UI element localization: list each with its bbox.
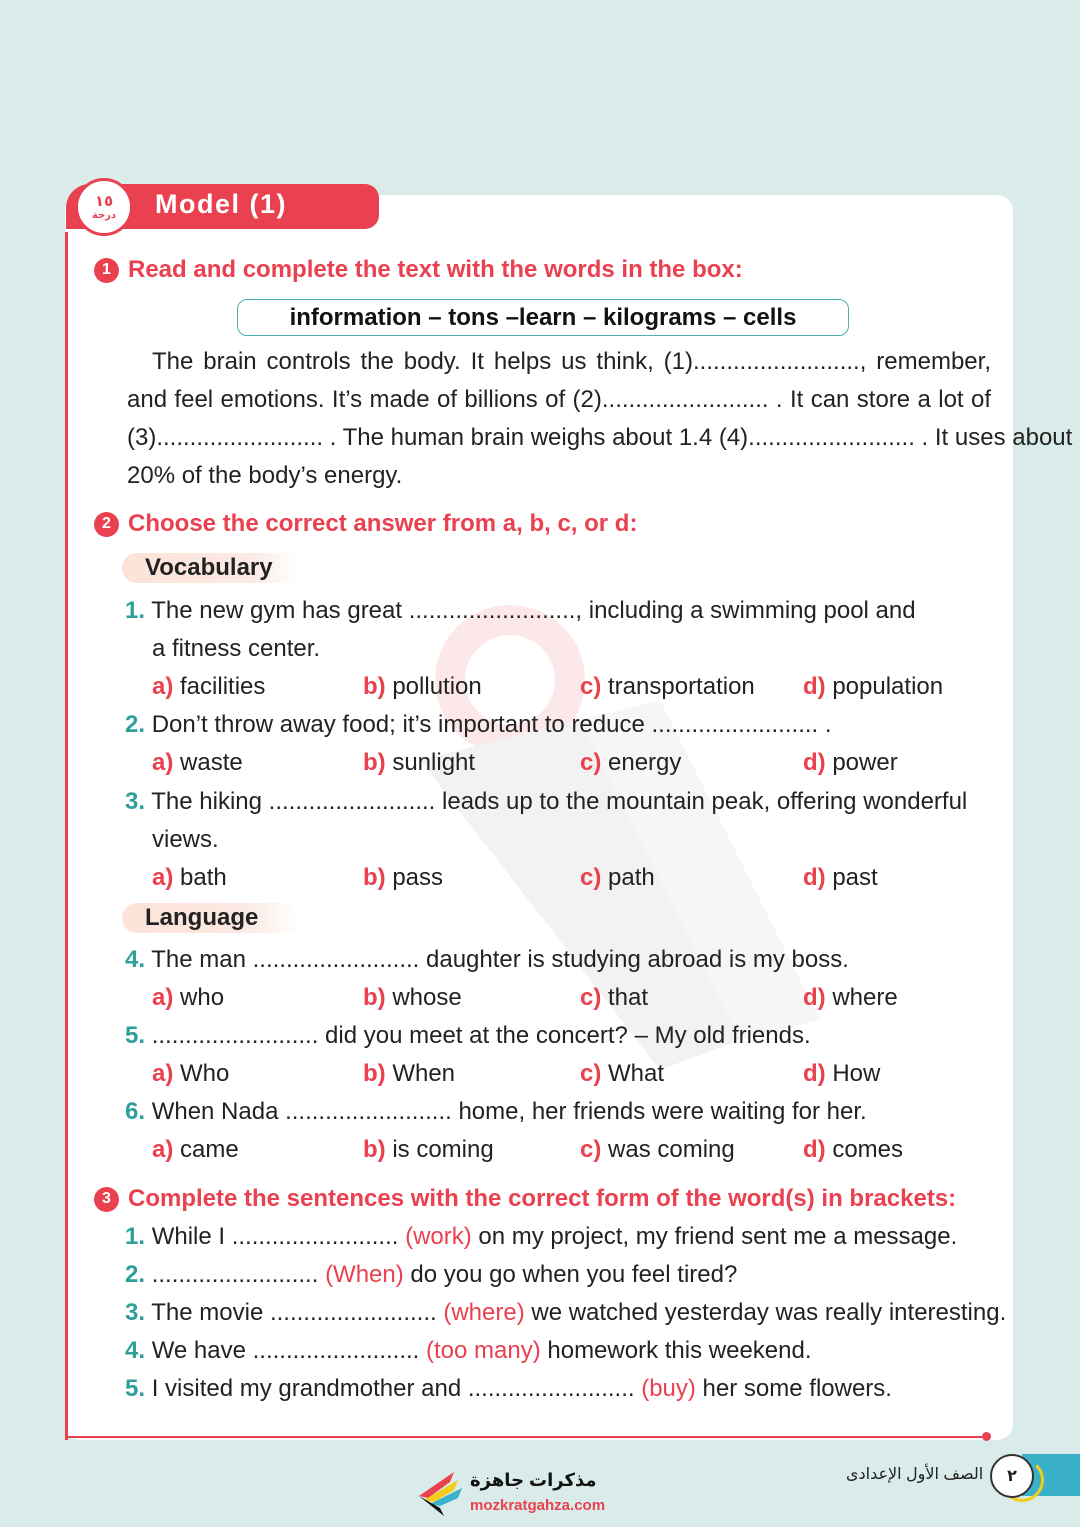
left-accent-rule	[65, 232, 68, 1440]
q1-text-line-3: (3)......................... . The human brain weighs about 1.4 (4)......................... . It uses about	[127, 424, 1073, 451]
q1-text-line-4: 20% of the body’s energy.	[127, 462, 403, 489]
question-3-number: 3	[94, 1187, 119, 1212]
option-text: transportation	[608, 673, 755, 700]
option-letter: a)	[152, 984, 174, 1011]
bottom-accent-dot	[982, 1432, 991, 1441]
q2-item-5-option-b[interactable]	[363, 1055, 455, 1093]
q3-item-1	[125, 1218, 957, 1256]
option-letter: c)	[580, 984, 602, 1011]
q2-item-text: ......................... did you meet at the concert? – My old friends.	[151, 1022, 811, 1049]
q2-item-2	[125, 706, 832, 744]
q3-item-number: 2.	[125, 1261, 146, 1288]
option-text: path	[608, 864, 655, 891]
option-letter: c)	[580, 1060, 602, 1087]
option-text: came	[180, 1136, 239, 1163]
option-letter: d)	[803, 1060, 826, 1087]
option-letter: d)	[803, 749, 826, 776]
q2-item-6-option-a[interactable]	[152, 1131, 239, 1169]
q2-item-text: Don’t throw away food; it’s important to reduce ......................... .	[151, 711, 832, 738]
q3-item-4	[125, 1332, 812, 1370]
q3-item-text-before: We have .........................	[151, 1337, 426, 1364]
option-letter: c)	[580, 1136, 602, 1163]
question-3-heading	[94, 1182, 956, 1216]
option-text: energy	[608, 749, 682, 776]
q2-item-text: The hiking ......................... leads up to the mountain peak, offering wonderful	[151, 788, 968, 815]
q2-item-2-option-d[interactable]	[803, 744, 898, 782]
option-text: that	[608, 984, 649, 1011]
option-letter: b)	[363, 984, 386, 1011]
option-text: waste	[180, 749, 243, 776]
page-number: ٢	[990, 1454, 1034, 1498]
q2-item-1-continued: a fitness center.	[152, 635, 321, 662]
q3-item-3	[125, 1294, 1006, 1332]
q2-item-number: 5.	[125, 1022, 146, 1049]
option-letter: b)	[363, 1060, 386, 1087]
language-label: Language	[145, 904, 259, 931]
q2-item-number: 6.	[125, 1098, 146, 1125]
q2-item-number: 3.	[125, 788, 146, 815]
option-letter: a)	[152, 673, 174, 700]
option-text: population	[832, 673, 944, 700]
q2-item-4-option-b[interactable]	[363, 979, 462, 1017]
option-text: whose	[392, 984, 462, 1011]
q3-item-bracket: (where)	[443, 1299, 525, 1326]
q3-item-5	[125, 1370, 892, 1408]
q2-item-3-option-c[interactable]	[580, 859, 655, 897]
option-text: How	[832, 1060, 881, 1087]
q2-item-2-option-a[interactable]	[152, 744, 243, 782]
option-text: bath	[180, 864, 227, 891]
brand-name-arabic: مذكرات جاهزة	[470, 1470, 597, 1490]
q3-item-number: 4.	[125, 1337, 146, 1364]
q2-item-1-option-c[interactable]	[580, 668, 755, 706]
q3-item-text-before: The movie .........................	[151, 1299, 444, 1326]
q2-item-5-option-a[interactable]	[152, 1055, 229, 1093]
q2-item-5-option-d[interactable]	[803, 1055, 880, 1093]
q2-item-5	[125, 1017, 811, 1055]
brand-logo-icon	[414, 1468, 474, 1518]
option-letter: a)	[152, 1060, 174, 1087]
option-letter: b)	[363, 673, 386, 700]
q3-item-text-after: on my project, my friend sent me a message.	[471, 1223, 958, 1250]
q3-item-bracket: (work)	[405, 1223, 472, 1250]
option-text: where	[832, 984, 898, 1011]
question-2-instruction: Choose the correct answer from a, b, c, or d:	[128, 510, 638, 537]
question-2-heading	[94, 507, 637, 541]
q2-item-3	[125, 783, 967, 821]
option-text: is coming	[392, 1136, 494, 1163]
q2-item-number: 1.	[125, 597, 146, 624]
q3-item-text-after: we watched yesterday was really interesting.	[524, 1299, 1007, 1326]
q2-item-2-option-c[interactable]	[580, 744, 681, 782]
q2-item-3-option-d[interactable]	[803, 859, 878, 897]
q2-item-2-option-b[interactable]	[363, 744, 475, 782]
q2-item-text: When Nada ......................... home, her friends were waiting for her.	[151, 1098, 867, 1125]
q2-item-1	[125, 592, 916, 630]
question-1-number: 1	[94, 258, 119, 283]
q1-text-line-2: and feel emotions. It’s made of billions of (2)......................... . It can store a lot of	[127, 386, 991, 413]
option-letter: a)	[152, 1136, 174, 1163]
q2-item-3-option-a[interactable]	[152, 859, 227, 897]
q3-item-text-before: .........................	[151, 1261, 326, 1288]
option-letter: a)	[152, 749, 174, 776]
option-text: power	[832, 749, 898, 776]
q3-item-number: 3.	[125, 1299, 146, 1326]
vocabulary-label: Vocabulary	[145, 554, 273, 581]
q2-item-5-option-c[interactable]	[580, 1055, 664, 1093]
q3-item-text-after: homework this weekend.	[540, 1337, 812, 1364]
option-text: past	[832, 864, 878, 891]
q3-item-text-before: While I .........................	[151, 1223, 406, 1250]
option-text: pass	[392, 864, 444, 891]
q2-item-3-option-b[interactable]	[363, 859, 443, 897]
q3-item-number: 1.	[125, 1223, 146, 1250]
option-letter: b)	[363, 1136, 386, 1163]
q3-item-number: 5.	[125, 1375, 146, 1402]
q3-item-text-after: do you go when you feel tired?	[403, 1261, 738, 1288]
q2-item-1-option-b[interactable]	[363, 668, 482, 706]
question-1-instruction: Read and complete the text with the words in the box:	[128, 256, 743, 283]
model-title: Model (1)	[155, 189, 287, 219]
score-value: ١٥	[94, 192, 114, 210]
q2-item-4	[125, 941, 849, 979]
option-letter: d)	[803, 864, 826, 891]
option-text: was coming	[608, 1136, 735, 1163]
option-text: facilities	[180, 673, 266, 700]
option-text: comes	[832, 1136, 904, 1163]
option-letter: c)	[580, 864, 602, 891]
option-letter: d)	[803, 984, 826, 1011]
option-text: sunlight	[392, 749, 476, 776]
q2-item-6-option-c[interactable]	[580, 1131, 735, 1169]
option-letter: c)	[580, 673, 602, 700]
q1-text-line-1: The brain controls the body. It helps us think, (1)........................., remember,	[152, 348, 991, 375]
q2-item-4-option-d[interactable]	[803, 979, 898, 1017]
q2-item-text: The man ......................... daughter is studying abroad is my boss.	[151, 946, 849, 973]
option-letter: b)	[363, 864, 386, 891]
question-2-number: 2	[94, 512, 119, 537]
bottom-accent-rule	[65, 1436, 985, 1438]
q2-item-6	[125, 1093, 867, 1131]
option-letter: d)	[803, 1136, 826, 1163]
q3-item-2	[125, 1256, 737, 1294]
q3-item-bracket: (too many)	[426, 1337, 541, 1364]
q2-item-number: 2.	[125, 711, 146, 738]
option-text: What	[608, 1060, 665, 1087]
q2-item-6-option-b[interactable]	[363, 1131, 494, 1169]
option-letter: b)	[363, 749, 386, 776]
question-3-instruction: Complete the sentences with the correct form of the word(s) in brackets:	[128, 1185, 957, 1212]
q2-item-1-option-a[interactable]	[152, 668, 265, 706]
q3-item-text-before: I visited my grandmother and .........................	[151, 1375, 642, 1402]
q3-item-text-after: her some flowers.	[695, 1375, 892, 1402]
score-badge	[75, 178, 133, 236]
q2-item-4-option-a[interactable]	[152, 979, 224, 1017]
option-letter: d)	[803, 673, 826, 700]
q2-item-text: The new gym has great ........................., including a swimming pool and	[151, 597, 916, 624]
question-1-heading	[94, 253, 743, 287]
option-letter: a)	[152, 864, 174, 891]
option-text: When	[392, 1060, 456, 1087]
option-text: pollution	[392, 673, 482, 700]
grade-label: الصف الأول الإعدادى	[846, 1466, 984, 1483]
q2-item-6-option-d[interactable]	[803, 1131, 903, 1169]
q2-item-3-continued: views.	[152, 826, 219, 853]
q2-item-1-option-d[interactable]	[803, 668, 943, 706]
option-text: who	[180, 984, 225, 1011]
q2-item-4-option-c[interactable]	[580, 979, 648, 1017]
option-letter: c)	[580, 749, 602, 776]
q2-item-number: 4.	[125, 946, 146, 973]
option-text: Who	[180, 1060, 230, 1087]
score-unit: درجة	[91, 209, 117, 221]
q3-item-bracket: (When)	[325, 1261, 404, 1288]
brand-url[interactable]: mozkratgahza.com	[470, 1497, 606, 1514]
q3-item-bracket: (buy)	[641, 1375, 696, 1402]
word-box: information – tons –learn – kilograms – cells	[237, 299, 849, 336]
